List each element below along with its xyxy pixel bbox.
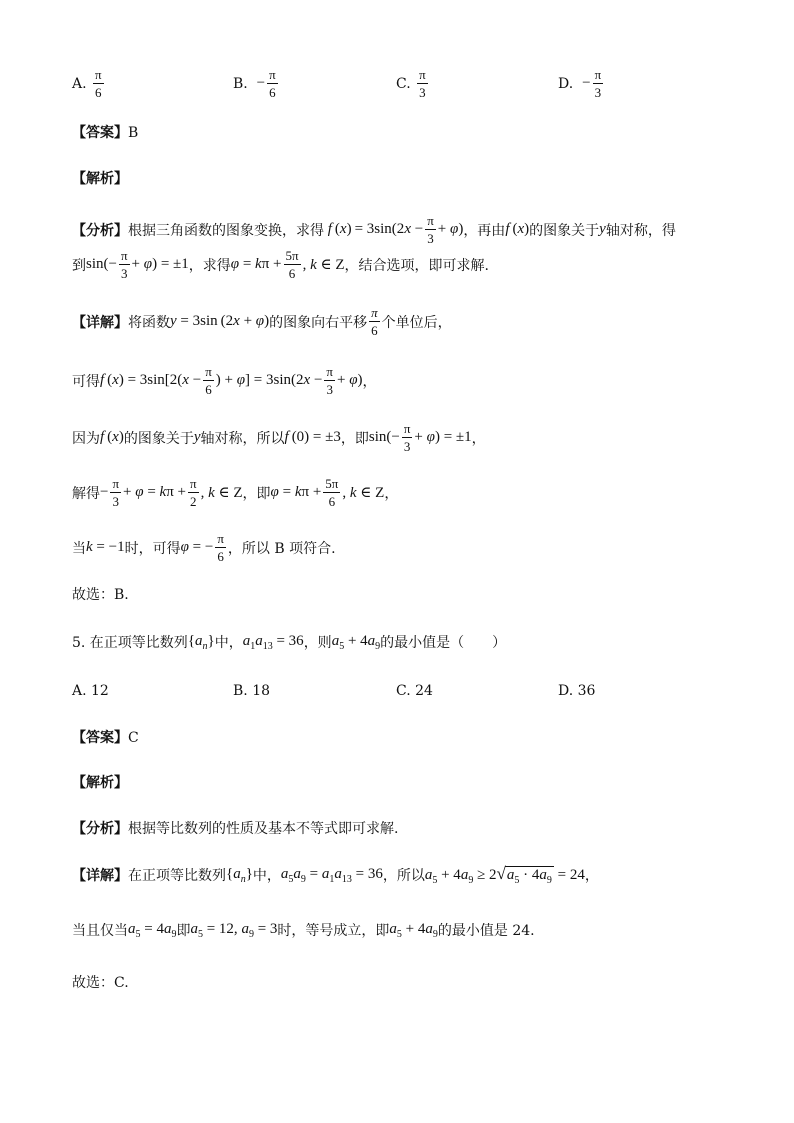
option-value: 12 — [91, 683, 109, 699]
answer-value: C — [128, 730, 139, 746]
formula-frac: $\frac{5\pi}{6}$ — [325, 476, 339, 509]
formula: $a_5 + 4a_9$ — [331, 632, 381, 652]
stem-text: ，则 — [303, 635, 332, 651]
fenxi-tag: 【分析】 — [72, 821, 128, 837]
formula: sin(− — [368, 429, 400, 445]
option-label: C. — [396, 683, 411, 699]
line-text: 即 — [176, 923, 191, 939]
fenxi-text: 到 — [72, 257, 86, 274]
q5-stem — [72, 632, 506, 652]
q5-xiangjie-line1 — [72, 864, 599, 886]
option-sign: − — [582, 75, 591, 91]
formula: $\{a_n\}$ — [226, 865, 253, 885]
formula: $a_1a_{13} = 36$ — [242, 632, 304, 652]
frac-den: 3 — [419, 85, 426, 100]
q4-jiede-line — [72, 477, 398, 508]
xiangjie-text: 个单位后， — [381, 314, 452, 331]
frac-num: π — [594, 67, 602, 82]
q4-fenxi-line1 — [72, 214, 676, 245]
option-sign: − — [256, 75, 266, 91]
xiangjie-text: 中， — [252, 868, 281, 884]
formula-frac: $\frac{\pi}{3}$ — [120, 248, 128, 281]
line-text: 解得 — [72, 485, 100, 502]
line-text: 的图象关于 — [123, 430, 194, 447]
formula: k = −1 — [86, 539, 125, 555]
formula-frac: $\frac{\pi}{6}$ — [205, 364, 212, 397]
fenxi-text: 根据三角函数的图象变换，求得 — [128, 222, 324, 239]
fenxi-text: ，求得 — [188, 257, 231, 274]
q4-analysis-tag: 【解析】 — [72, 171, 128, 187]
option-label: C. — [396, 75, 411, 92]
stem-text: 中， — [214, 635, 243, 651]
frac-den: 3 — [594, 85, 602, 100]
formula: $a_5 + 4a_9 \ge 2√a_5 \cdot 4a_9 = 24$ — [424, 864, 585, 886]
formula-y: y — [193, 429, 201, 445]
formula: f (0) = ±3 — [284, 429, 341, 445]
fenxi-text: ，结合选项，即可求解. — [344, 257, 489, 274]
line-text: ， — [384, 485, 399, 502]
formula: sin(− — [86, 256, 117, 272]
formula: , k ∈ Z — [342, 485, 385, 501]
line-text: 当 — [72, 540, 86, 557]
formula: − — [100, 484, 109, 500]
formula: + φ) = ±1 — [414, 429, 472, 445]
line-text: 可得 — [72, 373, 100, 390]
line-text: ， — [584, 868, 599, 884]
formula: $a_5 = 4a_9$ — [128, 920, 177, 940]
line-text: 轴对称，所以 — [200, 430, 285, 447]
q5-option-b — [233, 683, 270, 699]
formula-frac: $\frac{\pi}{6}$ — [217, 531, 224, 564]
option-value: 24 — [415, 683, 433, 699]
stem-text: 的最小值是（ ） — [380, 635, 507, 651]
option-label: A. — [72, 75, 87, 92]
formula-y: y — [599, 221, 606, 237]
formula-frac: $\frac{\pi}{3}$ — [427, 213, 434, 246]
q4-fenxi-line2 — [72, 249, 489, 280]
fenxi-text: 根据等比数列的性质及基本不等式即可求解. — [128, 821, 399, 837]
formula-frac: $\frac{\pi}{2}$ — [190, 476, 197, 509]
formula: $a_5 + 4a_9$ — [389, 920, 438, 940]
option-label: D. — [558, 75, 574, 92]
formula-frac: $\frac{\pi}{6}$ — [371, 305, 378, 338]
line-text: ， — [362, 373, 377, 390]
xiangjie-text: 的图象向右平移 — [269, 314, 368, 331]
q5-fenxi — [72, 818, 398, 838]
line-text: 时，等号成立，即 — [277, 923, 390, 939]
option-value: 18 — [252, 683, 271, 699]
fenxi-text: ，再由 — [463, 222, 506, 239]
formula: φ = kπ + — [230, 256, 282, 272]
option-label: B. — [233, 683, 248, 699]
option-label: B. — [233, 75, 248, 92]
formula: f (x) — [100, 429, 124, 445]
formula: + φ) — [336, 372, 363, 388]
line-text: ， — [471, 430, 486, 447]
line-text: 时，可得 — [124, 540, 181, 557]
formula-frac: $\frac{5\pi}{6}$ — [285, 248, 299, 281]
frac-den: 6 — [269, 85, 276, 100]
stem-text: 5. 在正项等比数列 — [72, 635, 188, 651]
formula: f (x) = 3sin[2(x − — [100, 372, 202, 388]
line-text: ，即 — [340, 430, 369, 447]
formula-frac: $\frac{\pi}{3}$ — [326, 364, 333, 397]
q4-option-c — [396, 68, 430, 99]
q4-option-b — [233, 68, 280, 99]
answer-value: B — [128, 125, 139, 141]
formula: + φ = kπ + — [123, 484, 187, 500]
q5-guxuan: 故选：C. — [72, 975, 129, 991]
q4-option-a — [72, 68, 106, 99]
fenxi-tag: 【分析】 — [72, 222, 128, 239]
q5-option-d — [558, 683, 595, 699]
formula: , k ∈ Z — [200, 485, 243, 501]
xiangjie-text: ，所以 — [382, 868, 425, 884]
frac-den: 6 — [95, 85, 102, 100]
formula-frac: $\frac{\pi}{3}$ — [403, 421, 411, 454]
xiangjie-text: 将函数 — [128, 314, 170, 331]
q5-option-a — [72, 683, 109, 699]
q5-answer — [72, 727, 139, 747]
q4-xiangjie-line1 — [72, 306, 452, 337]
line-text: ，即 — [242, 485, 271, 502]
line-text: ，所以 B 项符合. — [227, 540, 336, 557]
formula: , k ∈ Z — [302, 257, 345, 273]
q4-dang-line — [72, 532, 336, 563]
frac-num: π — [269, 67, 276, 82]
formula: φ = kπ + — [270, 484, 322, 500]
frac-num: π — [95, 67, 102, 82]
q5-option-c — [396, 683, 433, 699]
q4-guxuan: 故选：B. — [72, 587, 129, 603]
formula: φ = − — [180, 539, 214, 555]
fenxi-text: 轴对称，得 — [605, 222, 676, 239]
q5-line2 — [72, 920, 535, 940]
line-text: 因为 — [72, 430, 100, 447]
frac-num: π — [419, 67, 426, 82]
formula: + φ) = ±1 — [131, 256, 189, 272]
line-text: 的最小值是 24. — [437, 923, 535, 939]
formula: $a_5 = 12$, $a_9 = 3$ — [190, 920, 278, 940]
answer-tag: 【答案】 — [72, 730, 128, 746]
q4-answer — [72, 122, 138, 142]
option-label: D. — [558, 683, 574, 699]
formula-tail: + φ) — [437, 221, 464, 237]
formula: ) + φ] = 3sin(2x − — [215, 372, 323, 388]
fenxi-text: 的图象关于 — [529, 222, 600, 239]
formula-frac: $\frac{\pi}{3}$ — [112, 476, 120, 509]
q4-kede-line — [72, 365, 377, 396]
answer-tag: 【答案】 — [72, 125, 128, 141]
q4-option-d — [558, 68, 605, 99]
line-text: 当且仅当 — [72, 923, 128, 939]
xiangjie-tag: 【详解】 — [72, 314, 128, 331]
q4-yinwei-line — [72, 422, 486, 453]
formula: $\{a_n\}$ — [187, 632, 215, 652]
formula-fx: f (x) = 3sin(2x − — [327, 221, 424, 237]
xiangjie-text: 在正项等比数列 — [128, 868, 226, 884]
option-label: A. — [72, 683, 87, 699]
formula: $a_5a_9 = a_1a_{13} = 36$ — [280, 865, 383, 885]
xiangjie-tag: 【详解】 — [72, 868, 128, 884]
formula: y = 3sin (2x + φ) — [170, 313, 270, 329]
q5-analysis-tag: 【解析】 — [72, 775, 128, 791]
option-value: 36 — [577, 683, 596, 699]
formula-fx: f (x) — [505, 221, 530, 237]
